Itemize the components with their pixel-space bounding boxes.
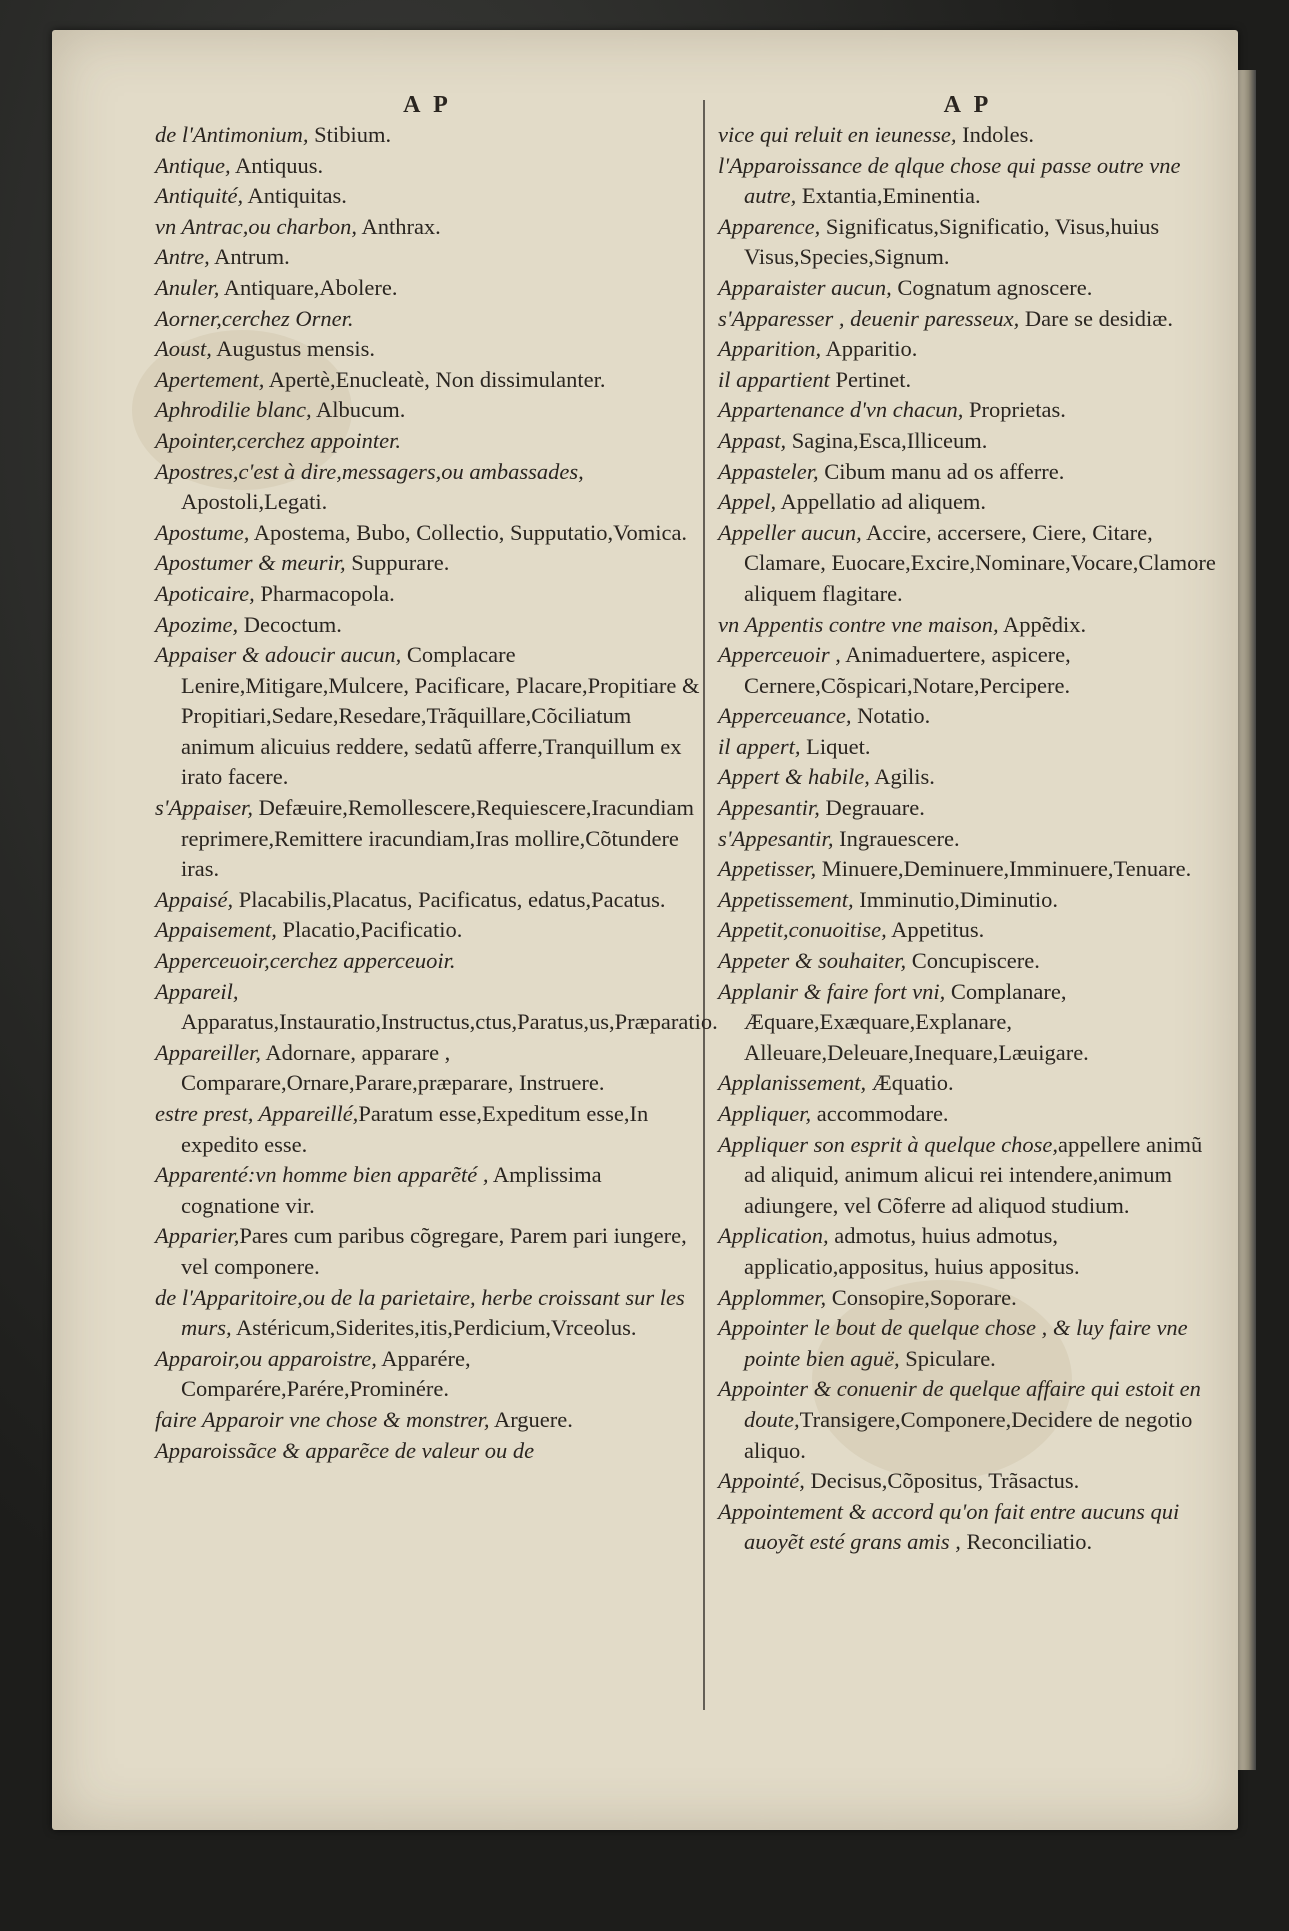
dictionary-entry (718, 1068, 1218, 1099)
dictionary-entry (718, 1283, 1218, 1314)
entry-headword: Appaisement, (155, 917, 277, 943)
dictionary-entry (718, 854, 1218, 885)
page-edge (1238, 70, 1256, 1770)
entry-latin-gloss: Apparére, Comparére,Parére,Prominére. (181, 1345, 471, 1402)
entry-latin-gloss: Pertinet. (829, 366, 912, 392)
dictionary-entry (718, 885, 1218, 916)
dictionary-entry (155, 273, 700, 304)
dictionary-entry (718, 426, 1218, 457)
entry-headword: Appert & habile, (718, 764, 870, 790)
dictionary-entry (718, 304, 1218, 335)
entry-latin-gloss: Apparitio. (821, 336, 918, 362)
dictionary-entry (155, 1099, 700, 1160)
entry-headword: Applanissement, (718, 1070, 867, 1096)
entry-latin-gloss: Concupiscere. (906, 948, 1040, 974)
entry-headword: Anuler, (155, 274, 220, 300)
entry-latin-gloss: Defæuire,Remollescere,Requiescere,Iracundiam reprimere,Remittere iracundiam,Iras mollire,Cõtundere iras. (181, 795, 694, 882)
dictionary-entry (155, 457, 700, 518)
entry-latin-gloss: Antiquare,Abolere. (219, 274, 398, 300)
dictionary-entry (718, 1466, 1218, 1497)
dictionary-entry (155, 579, 700, 610)
entry-latin-gloss: Paratum esse,Expeditum esse,In expedito esse. (181, 1101, 649, 1157)
entry-headword: Appaiser & adoucir aucun, (155, 642, 402, 668)
entry-latin-gloss: Dare se desidiæ. (1019, 305, 1173, 331)
entry-latin-gloss: Amplissima cognatione vir. (181, 1162, 602, 1218)
entry-latin-gloss: Significatus,Significatio, Visus,huius Visus,Species,Signum. (744, 213, 1160, 270)
dictionary-entry (155, 1436, 700, 1467)
entry-latin-gloss: Placabilis,Placatus, Pacificatus, edatus,Pacatus. (233, 886, 666, 912)
column-divider (703, 100, 705, 1710)
entry-latin-gloss: Stibium. (308, 122, 392, 147)
entry-headword: l'Apparoissance de qlque chose qui passe outre vne autre, (718, 152, 1181, 209)
entry-headword: Apparier, (155, 1223, 240, 1249)
dictionary-entry (718, 824, 1218, 855)
dictionary-entry (718, 977, 1218, 1069)
entry-headword: Appeller aucun, (718, 519, 862, 545)
dictionary-entry (718, 1221, 1218, 1282)
running-head-right: A P (943, 92, 993, 118)
entry-latin-gloss: Decisus,Cõpositus, Trãsactus. (804, 1468, 1080, 1494)
dictionary-entry (155, 395, 700, 426)
entry-latin-gloss: Apparatus,Instauratio,Instructus,ctus,Paratus,us,Præparatio. (181, 1009, 718, 1035)
dictionary-entry (718, 946, 1218, 977)
entry-latin-gloss: admotus, huius admotus, applicatio,appositus, huius appositus. (744, 1223, 1080, 1279)
entry-headword: vice qui reluit en ieunesse, (718, 122, 957, 147)
entry-headword: Aoust, (155, 336, 212, 362)
dictionary-entry (718, 1313, 1218, 1374)
entry-latin-gloss: Pharmacopola. (254, 580, 395, 606)
entry-latin-gloss: Animaduertere, aspicere, Cernere,Cõspicari,Notare,Percipere. (744, 642, 1071, 698)
entry-headword: Appetissement, (718, 886, 854, 912)
dictionary-entry (718, 1374, 1218, 1466)
entry-headword: s'Appesantir, (718, 825, 834, 851)
dictionary-entry (155, 518, 700, 549)
entry-headword: Apparoissãce & apparẽce de valeur ou de (155, 1437, 535, 1463)
entry-headword: Apparenté:vn homme bien apparẽté , (155, 1162, 489, 1188)
dictionary-entry (718, 701, 1218, 732)
entry-headword: Appareil, (155, 978, 239, 1004)
entry-latin-gloss: Transigere,Componere,Decidere de negotio aliquo. (744, 1406, 1193, 1463)
entry-headword: il appert, (718, 733, 801, 759)
dictionary-entry (155, 885, 700, 916)
entry-latin-gloss: Complacare Lenire,Mitigare,Mulcere, Pacificare, Placare,Propitiare & Propitiari,Sedare,Resedare,Trãquillare,Cõciliatum animum alicuius reddere, sedatũ afferre,Tranquillum ex irato facere. (181, 642, 700, 790)
entry-latin-gloss: Notatio. (851, 703, 931, 729)
entry-latin-gloss: Decoctum. (238, 611, 342, 637)
entry-latin-gloss: Reconciliatio. (960, 1529, 1093, 1555)
entry-latin-gloss: Apostoli,Legati. (181, 489, 328, 515)
entry-headword: Apostres,c'est à dire,messagers,ou ambassades, (155, 458, 584, 484)
dictionary-entry (155, 640, 700, 793)
entry-latin-gloss: Extantia,Eminentia. (796, 183, 981, 209)
entry-headword: vn Appentis contre vne maison, (718, 611, 999, 637)
dictionary-entry (718, 518, 1218, 610)
entry-headword: Aphrodilie blanc, (155, 397, 312, 423)
entry-latin-gloss: Anthrax. (357, 213, 441, 239)
entry-headword: vn Antrac,ou charbon, (155, 213, 358, 239)
dictionary-entry (155, 426, 700, 457)
entry-latin-gloss: Æquatio. (866, 1070, 954, 1096)
dictionary-entry (718, 212, 1218, 273)
entry-headword: de l'Antimonium, (155, 122, 309, 147)
entry-latin-gloss: Imminutio,Diminutio. (853, 886, 1058, 912)
entry-headword: de l'Apparitoire,ou de la parietaire, herbe croissant sur les murs, (155, 1284, 685, 1341)
entry-latin-gloss: Astéricum,Siderites,itis,Perdicium,Vrceolus. (231, 1315, 637, 1341)
right-entries (718, 120, 1218, 1558)
entry-headword: Apointer,cerchez appointer. (155, 427, 401, 453)
dictionary-entry (718, 1130, 1218, 1222)
entry-latin-gloss: Cognatum agnoscere. (891, 274, 1093, 300)
entry-latin-gloss: Sagina,Esca,Illiceum. (786, 427, 988, 453)
dictionary-entry (718, 457, 1218, 488)
entry-latin-gloss: Pares cum paribus cõgregare, Parem pari iungere, vel componere. (181, 1223, 687, 1279)
entry-headword: Apparaister aucun, (718, 274, 892, 300)
dictionary-entry (155, 151, 700, 182)
running-head-left: A P (403, 92, 452, 118)
entry-headword: Apparoir,ou apparoistre, (155, 1345, 377, 1371)
entry-latin-gloss: Proprietas. (963, 397, 1066, 423)
dictionary-entry (718, 120, 1218, 151)
entry-latin-gloss: Arguere. (489, 1406, 573, 1432)
entry-headword: Appesantir, (718, 795, 820, 821)
entry-latin-gloss: Apertè,Enucleatè, Non dissimulanter. (264, 366, 606, 392)
entry-headword: Antre, (155, 244, 210, 270)
dictionary-entry (155, 1283, 700, 1344)
dictionary-entry (155, 1405, 700, 1436)
entry-headword: Appasteler, (718, 458, 819, 484)
entry-latin-gloss: Cibum manu ad os afferre. (818, 458, 1065, 484)
entry-headword: Apozime, (155, 611, 239, 637)
entry-headword: Appaisé, (155, 886, 234, 912)
dictionary-entry (718, 334, 1218, 365)
entry-headword: Appetit,conuoitise, (718, 917, 887, 943)
entry-headword: Antiquité, (155, 183, 244, 209)
entry-latin-gloss: Appellatio ad aliquem. (776, 489, 987, 515)
entry-headword: Appointer & conuenir de quelque affaire qui estoit en doute, (718, 1376, 1201, 1432)
entry-latin-gloss: Appẽdix. (998, 611, 1087, 637)
entry-headword: Aorner,cerchez Orner. (155, 305, 354, 331)
dictionary-entry (155, 1344, 700, 1405)
entry-headword: Appel, (718, 489, 777, 515)
entry-headword: Appeter & souhaiter, (718, 948, 907, 974)
entry-headword: Appast, (718, 427, 787, 453)
entry-headword: s'Apparesser , deuenir paresseux, (718, 305, 1020, 331)
entry-headword: estre prest, Appareillé, (155, 1101, 359, 1126)
entry-headword: Apostumer & meurir, (155, 550, 346, 576)
entry-latin-gloss: Complanare, Æquare,Exæquare,Explanare, Alleuare,Deleuare,Inequare,Læuigare. (744, 978, 1089, 1065)
dictionary-entry (155, 120, 700, 151)
dictionary-entry (718, 640, 1218, 701)
entry-headword: Appareiller, (155, 1039, 262, 1065)
dictionary-entry (155, 1038, 700, 1099)
entry-headword: Application, (718, 1223, 829, 1249)
dictionary-entry (155, 212, 700, 243)
entry-latin-gloss: Liquet. (800, 733, 871, 759)
entry-headword: Apparition, (718, 336, 822, 362)
dictionary-entry (155, 977, 718, 1038)
dictionary-entry (155, 548, 700, 579)
entry-latin-gloss: appellere animũ ad aliquid, animum alicui rei intendere,animum adiungere, vel Cõferre ad aliquod studium. (744, 1131, 1203, 1218)
entry-headword: Appointé, (718, 1468, 805, 1494)
dictionary-entry (155, 1160, 700, 1221)
dictionary-entry (718, 395, 1218, 426)
entry-latin-gloss: Accire, accersere, Ciere, Citare, Clamare, Euocare,Excire,Nominare,Vocare,Clamore aliquem flagitare. (744, 519, 1216, 606)
entry-headword: Applommer, (718, 1284, 827, 1310)
entry-latin-gloss: Adornare, apparare , Comparare,Ornare,Parare,præparare, Instruere. (181, 1039, 605, 1096)
dictionary-entry (155, 304, 700, 335)
entry-latin-gloss: Albucum. (311, 397, 406, 423)
entry-headword: Apperceuance, (718, 703, 852, 729)
entry-latin-gloss: accommodare. (811, 1101, 949, 1126)
entry-latin-gloss: Antiquus. (230, 152, 324, 178)
entry-headword: Antique, (155, 152, 231, 178)
dictionary-entry (718, 610, 1218, 641)
entry-headword: Apperceuoir,cerchez apperceuoir. (155, 948, 456, 974)
entry-latin-gloss: Apostema, Bubo, Collectio, Supputatio,Vomica. (249, 519, 688, 545)
entry-headword: Appointer le bout de quelque chose , & luy faire vne pointe bien aguë, (718, 1315, 1188, 1371)
entry-headword: Appointement & accord qu'on fait entre aucuns qui auoyẽt esté grans amis , (718, 1498, 1180, 1555)
entry-latin-gloss: Spiculare. (899, 1345, 996, 1371)
dictionary-entry (155, 946, 700, 977)
entry-headword: Appliquer son esprit à quelque chose, (718, 1131, 1058, 1157)
dictionary-entry (718, 365, 1218, 396)
dictionary-entry (718, 487, 1218, 518)
entry-headword: Appliquer, (718, 1101, 812, 1126)
entry-headword: Appetisser, (718, 856, 817, 882)
dictionary-entry (718, 732, 1218, 763)
entry-headword: il appartient (718, 366, 830, 392)
entry-headword: Apostume, (155, 519, 250, 545)
entry-latin-gloss: Ingrauescere. (833, 825, 960, 851)
dictionary-entry (718, 273, 1218, 304)
entry-latin-gloss: Placatio,Pacificatio. (276, 917, 463, 943)
entry-headword: Applanir & faire fort vni, (718, 978, 946, 1004)
dictionary-entry (155, 1221, 700, 1282)
entry-latin-gloss: Suppurare. (345, 550, 450, 576)
entry-latin-gloss: Degrauare. (819, 795, 925, 821)
entry-latin-gloss: Augustus mensis. (211, 336, 376, 362)
entry-headword: Appartenance d'vn chacun, (718, 397, 964, 423)
dictionary-entry (718, 762, 1218, 793)
dictionary-entry (155, 915, 700, 946)
entry-headword: s'Appaiser, (155, 795, 253, 821)
left-column (155, 90, 718, 1466)
entry-latin-gloss: Appetitus. (886, 917, 985, 943)
dictionary-entry (155, 181, 700, 212)
entry-latin-gloss: Indoles. (956, 122, 1034, 147)
entry-headword: faire Apparoir vne chose & monstrer, (155, 1406, 490, 1432)
dictionary-entry (155, 610, 700, 641)
left-entries (155, 120, 718, 1466)
entry-headword: Apoticaire, (155, 580, 255, 606)
entry-latin-gloss: Agilis. (869, 764, 935, 790)
dictionary-entry (718, 793, 1218, 824)
dictionary-entry (718, 1497, 1218, 1558)
dictionary-entry (155, 365, 700, 396)
right-column (718, 90, 1218, 1558)
dictionary-entry (155, 793, 700, 885)
dictionary-entry (155, 334, 700, 365)
entry-headword: Apertement, (155, 366, 265, 392)
entry-latin-gloss: Minuere,Deminuere,Imminuere,Tenuare. (816, 856, 1192, 882)
dictionary-entry (718, 915, 1218, 946)
entry-latin-gloss: Antiquitas. (243, 183, 347, 209)
entry-headword: Apparence, (718, 213, 821, 239)
dictionary-entry (718, 1099, 1218, 1130)
dictionary-entry (155, 242, 700, 273)
entry-latin-gloss: Consopire,Soporare. (826, 1284, 1017, 1310)
entry-headword: Apperceuoir , (718, 642, 841, 668)
entry-latin-gloss: Antrum. (209, 244, 290, 270)
dictionary-entry (718, 151, 1218, 212)
